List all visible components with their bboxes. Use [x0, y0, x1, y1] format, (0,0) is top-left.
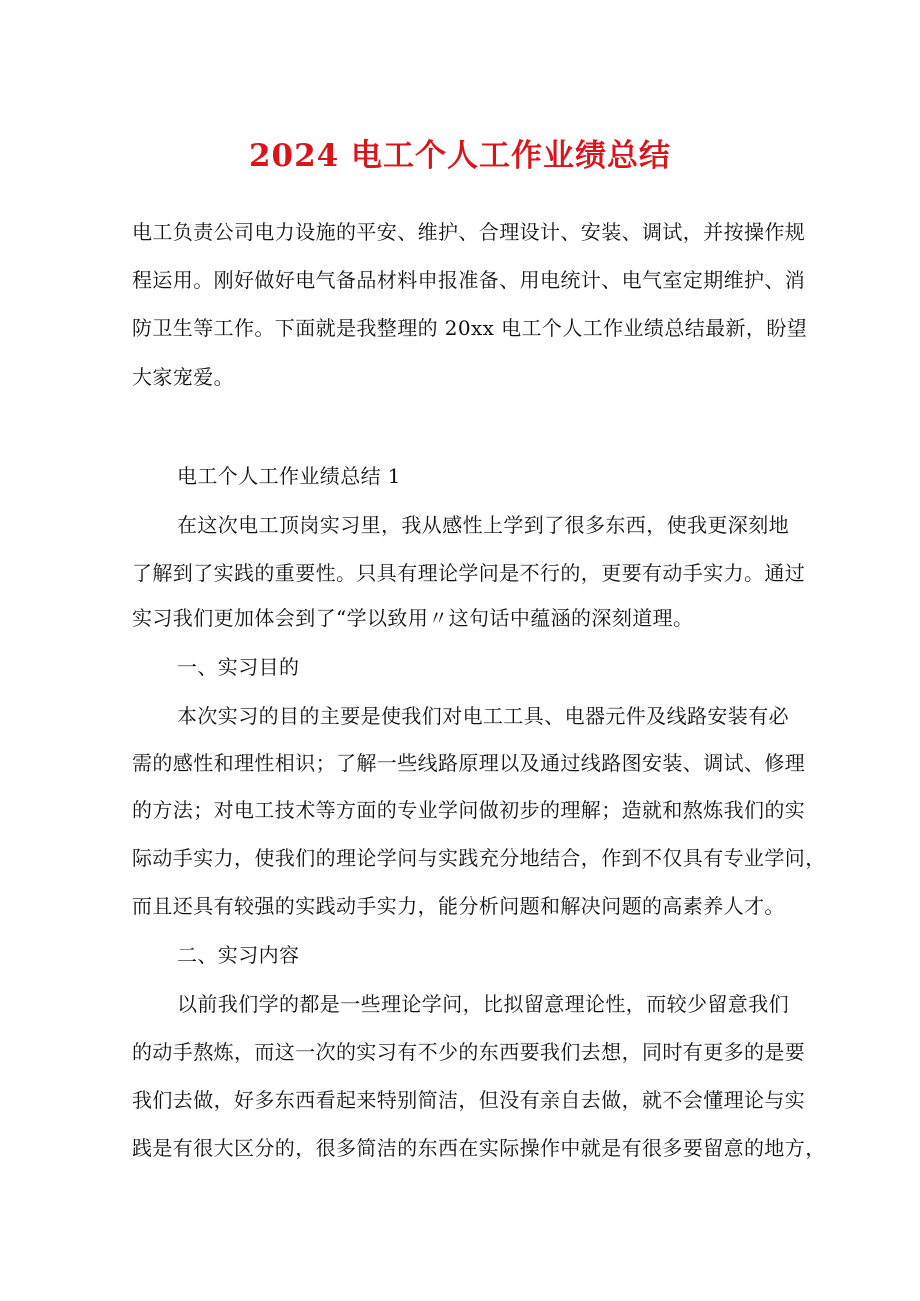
subsection-heading: 一、实习目的 — [177, 655, 300, 679]
paragraph-line: 实习我们更加体会到了“学以致用〃这句话中蕴涵的深刻道理。 — [132, 606, 694, 630]
paragraph-line: 践是有很大区分的，很多简洁的东西在实际操作中就是有很多要留意的地方， — [132, 1136, 826, 1160]
intro-line: 大家宠爱。 — [132, 365, 234, 389]
paragraph-line: 以前我们学的都是一些理论学问，比拟留意理论性，而较少留意我们 — [177, 992, 789, 1016]
paragraph-line: 的动手熬炼，而这一次的实习有不少的东西要我们去想，同时有更多的是要 — [132, 1040, 806, 1064]
paragraph-line: 际动手实力，使我们的理论学问与实践充分地结合，作到不仅具有专业学问， — [132, 846, 826, 870]
intro-line: 程运用。刚好做好电气备品材料申报准备、用电统计、电气室定期维护、消 — [132, 268, 806, 292]
paragraph-line: 在这次电工顶岗实习里，我从感性上学到了很多东西，使我更深刻地 — [177, 513, 789, 537]
paragraph-line: 需的感性和理性相识；了解一些线路原理以及通过线路图安装、调试、修理 — [132, 751, 806, 775]
document-title: 2024 电工个人工作业绩总结 — [248, 138, 672, 174]
section-heading: 电工个人工作业绩总结 1 — [177, 464, 401, 488]
paragraph-line: 了解到了实践的重要性。只具有理论学问是不行的，更要有动手实力。通过 — [132, 561, 806, 585]
paragraph-line: 而且还具有较强的实践动手实力，能分析问题和解决问题的高素养人才。 — [132, 894, 785, 918]
intro-line: 电工负责公司电力设施的平安、维护、合理设计、安装、调试，并按操作规 — [132, 220, 806, 244]
paragraph-line: 的方法；对电工技术等方面的专业学问做初步的理解；造就和熬炼我们的实 — [132, 798, 806, 822]
intro-line: 防卫生等工作。下面就是我整理的 20xx 电工个人工作业绩总结最新，盼望 — [132, 316, 808, 340]
paragraph-line: 我们去做，好多东西看起来特别简洁，但没有亲自去做，就不会懂理论与实 — [132, 1088, 806, 1112]
paragraph-line: 本次实习的目的主要是使我们对电工工具、电器元件及线路安装有必 — [177, 704, 789, 728]
subsection-heading: 二、实习内容 — [177, 943, 300, 967]
